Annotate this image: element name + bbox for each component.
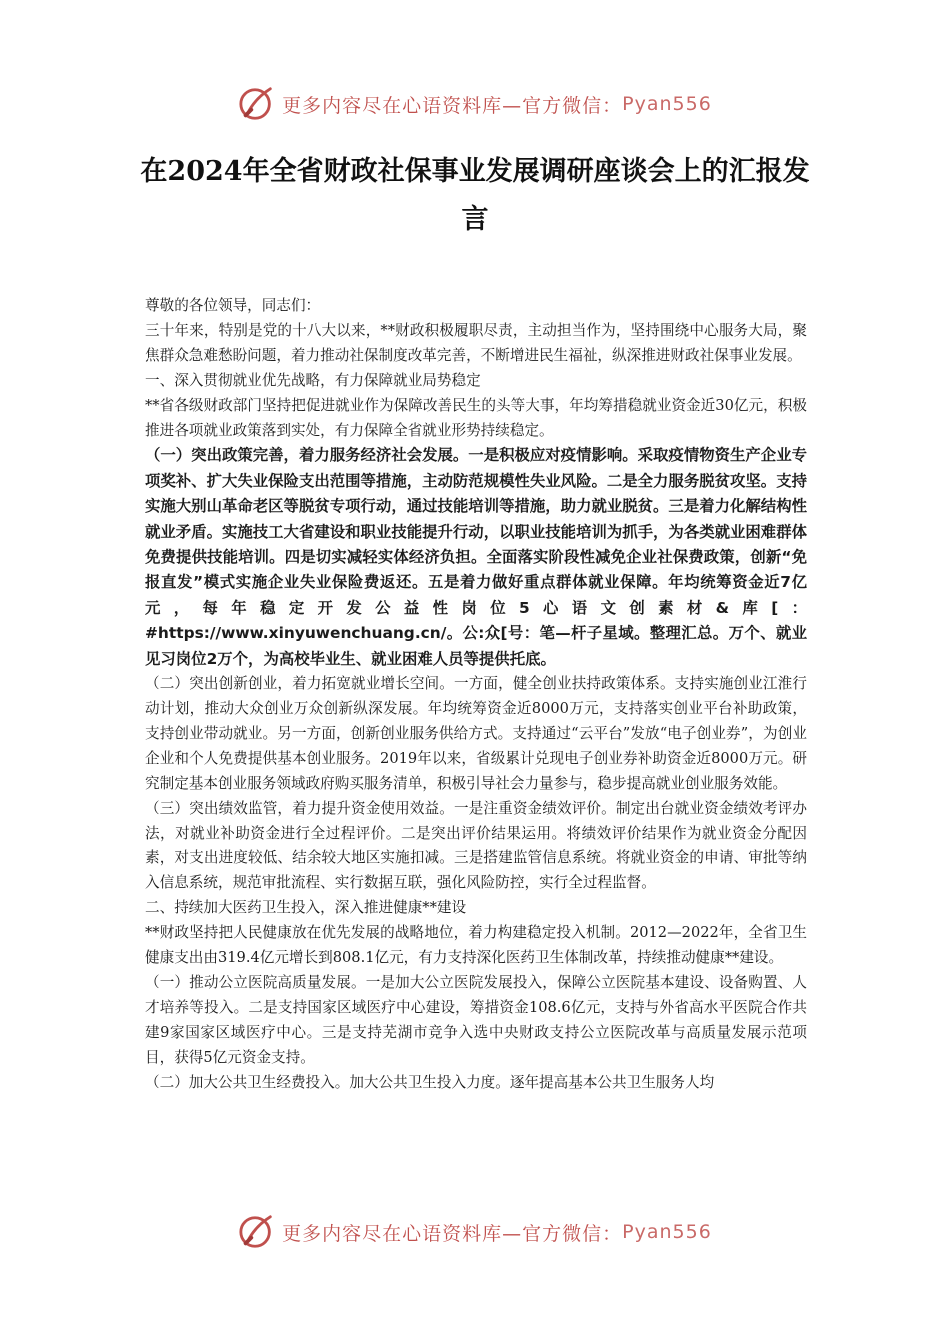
footer-watermark-banner	[0, 1212, 950, 1252]
paragraph: 一、深入贯彻就业优先战略，有力保障就业局势稳定	[145, 371, 481, 389]
paragraph: 尊敬的各位领导，同志们：	[145, 297, 321, 314]
paragraph: **财政坚持把人民健康放在优先发展的战略地位，着力构建稳定投入机制。2012—2022年，全省卫生健康支出由319.4亿元增长到808.1亿元，有力支持深化医药卫生体制改革，持续推动健康**建设。	[145, 924, 807, 967]
paragraph: 二、持续加大医药卫生投入，深入推进健康**建设	[145, 899, 467, 917]
document-title: 在2024年全省财政社保事业发展调研座谈会上的汇报发言	[140, 156, 810, 235]
paragraph: （一）突出政策完善，着力服务经济社会发展。一是积极应对疫情影响。采取疫情物资生产企业专项奖补、扩大失业保险支出范围等措施，主动防范规模性失业风险。二是全力服务脱贫攻坚。支持实施大别山革命老区等脱贫专项行动，通过技能培训等措施，助力就业脱贫。三是着力化解结构性就业矛盾。实施技工大省建设和职业技能提升行动，以职业技能培训为抓手，为各类就业困难群体免费提供技能培训。四是切实减轻实体经济负担。全面落实阶段性减免企业社保费政策，创新“免报直发”模式实施企业失业保险费返还。五是着力做好重点群体就业保障。年均统筹资金近7亿元，每年稳定开发公益性岗位5心语文创素材&库[：#https://www.xinyuwenchuang.cn/。公:众[号：笔—杆子星域。整理汇总。万个、就业见习岗位2万个，为高校毕业生、就业困难人员等提供托底。	[145, 446, 807, 668]
paragraph: **省各级财政部门坚持把促进就业作为保障改善民生的头等大事，年均筹措稳就业资金近30亿元，积极推进各项就业政策落到实处，有力保障全省就业形势持续稳定。	[145, 396, 807, 439]
paragraph: （一）推动公立医院高质量发展。一是加大公立医院发展投入，保障公立医院基本建设、设备购置、人才培养等投入。二是支持国家区域医疗中心建设，筹措资金108.6亿元，支持与外省高水平医院合作共建9家国家区域医疗中心。三是支持芜湖市竞争入选中央财政支持公立医院改革与高质量发展示范项目，获得5亿元资金支持。	[145, 973, 807, 1066]
paragraph: （二）突出创新创业，着力拓宽就业增长空间。一方面，健全创业扶持政策体系。支持实施创业江淮行动计划，推动大众创业万众创新纵深发展。年均统筹资金近8000万元，支持落实创业平台补助政策，支持创业带动就业。另一方面，创新创业服务供给方式。支持通过“云平台”发放“电子创业券”，为创业企业和个人免费提供基本创业服务。2019年以来，省级累计兑现电子创业券补助资金近8000万元。研究制定基本创业服务领域政府购买服务清单，积极引导社会力量参与，稳步提高就业创业服务效能。	[145, 675, 807, 792]
brush-logo-icon	[238, 85, 276, 123]
banner-text: 更多内容尽在心语资料库—官方微信：	[282, 1222, 623, 1245]
paragraph: （二）加大公共卫生经费投入。加大公共卫生投入力度。逐年提高基本公共卫生服务人均	[145, 1073, 715, 1091]
header-watermark-banner	[0, 84, 950, 124]
brush-logo-icon	[238, 1213, 276, 1251]
paragraph: （三）突出绩效监管，着力提升资金使用效益。一是注重资金绩效评价。制定出台就业资金绩效考评办法，对就业补助资金进行全过程评价。二是突出评价结果运用。将绩效评价结果作为就业资金分配因素，对支出进度较低、结余较大地区实施扣减。三是搭建监管信息系统。将就业资金的申请、审批等纳入信息系统，规范审批流程、实行数据互联，强化风险防控，实行全过程监督。	[145, 799, 807, 892]
banner-wechat-id: Pyan556	[622, 1221, 712, 1243]
document-body	[145, 294, 807, 1096]
banner-text: 更多内容尽在心语资料库—官方微信：	[282, 94, 623, 117]
banner-wechat-id: Pyan556	[622, 93, 712, 115]
paragraph: 三十年来，特别是党的十八大以来，**财政积极履职尽责，主动担当作为，坚持围绕中心服务大局，聚焦群众急难愁盼问题，着力推动社保制度改革完善，不断增进民生福祉，纵深推进财政社保事业发展。	[145, 321, 807, 364]
